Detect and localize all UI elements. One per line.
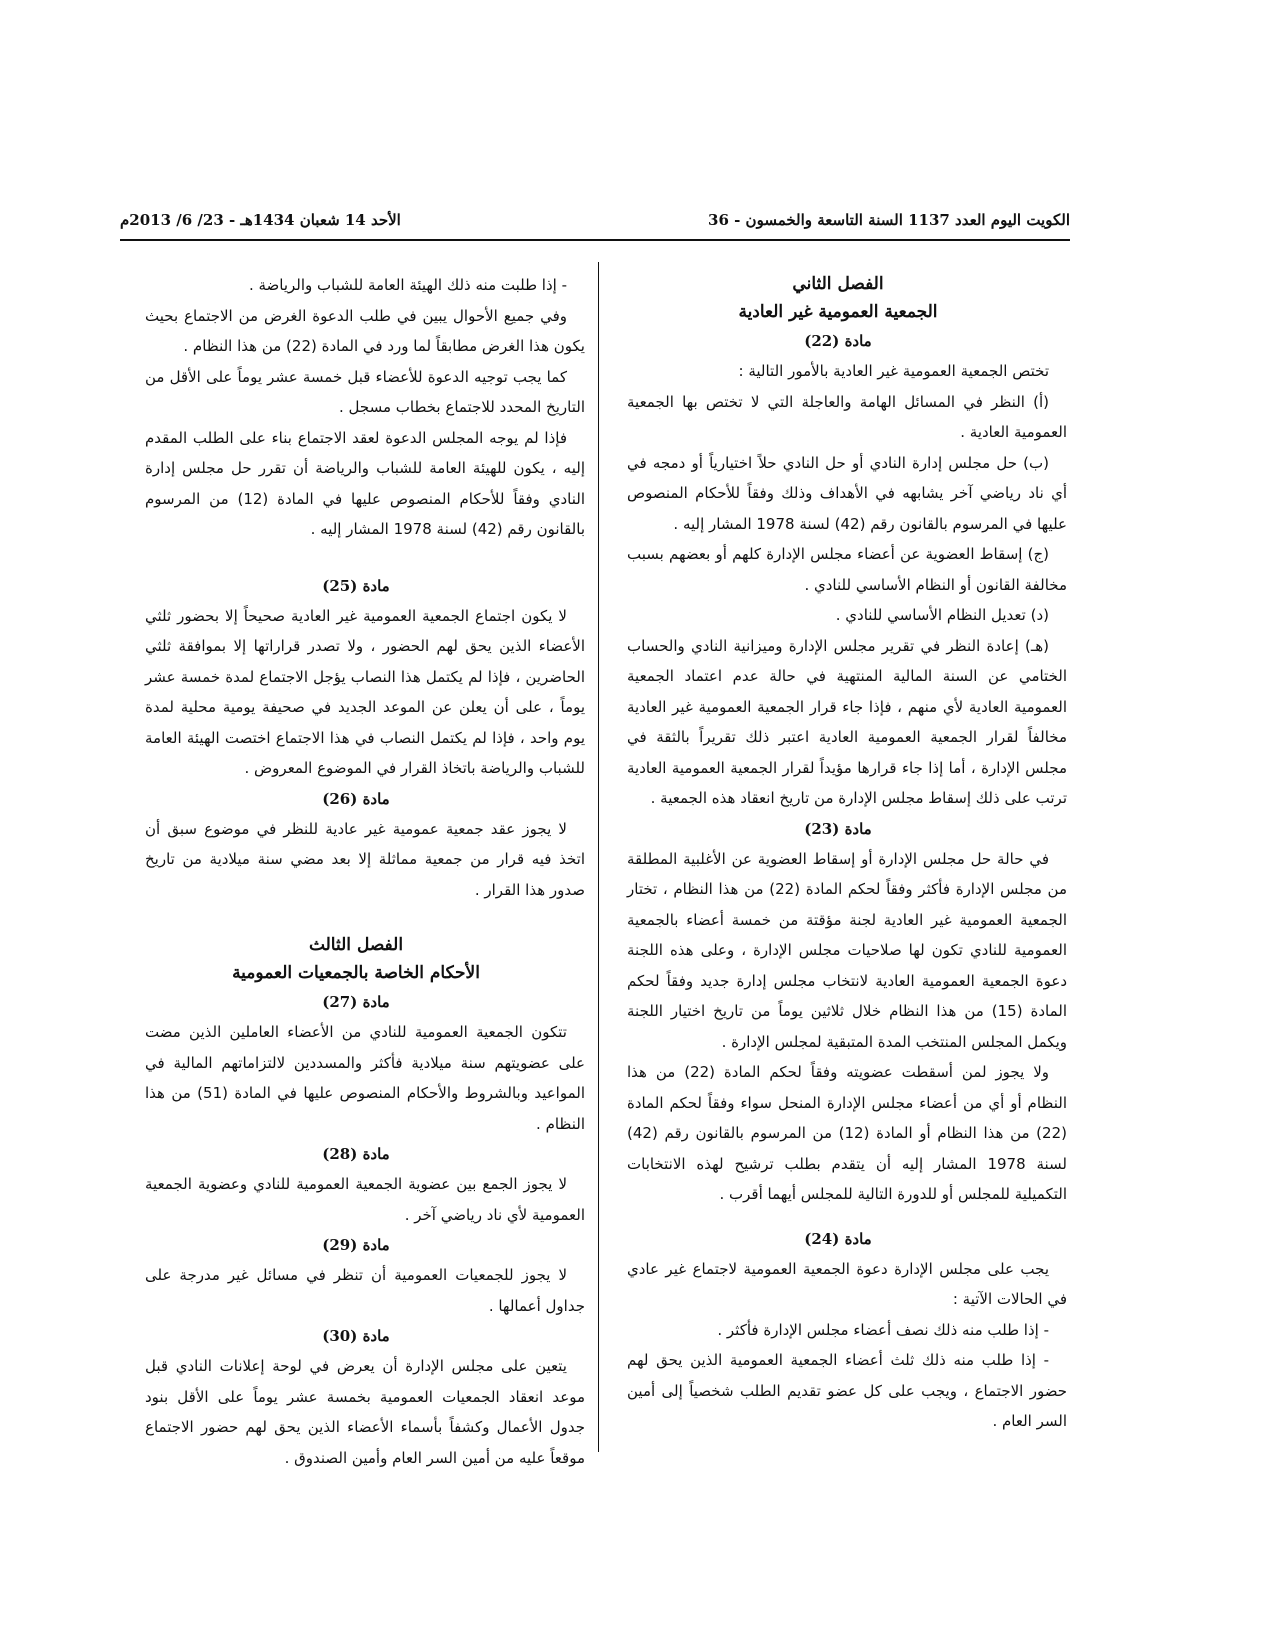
header-date: الأحد 14 شعبان 1434هـ - 23/ 6/ 2013م — [120, 211, 401, 229]
article-heading: مادة (25) — [322, 576, 390, 595]
article-paragraph: فإذا لم يوجه المجلس الدعوة لعقد الاجتماع بناء على الطلب المقدم إليه ، يكون للهيئة العامة للشباب والرياضة أن تقرر حل مجلس إدارة النادي وفقاً للأحكام المنصوص عليها في المادة (12) من المرسوم بالقانون رقم (42) لسنة 1978 المشار إليه . — [145, 428, 586, 538]
article-heading: مادة (23) — [804, 819, 872, 838]
article-heading: مادة (27) — [322, 993, 390, 1011]
article-paragraph: في حالة حل مجلس الإدارة أو إسقاط العضوية عن الأغلبية المطلقة من مجلس الإدارة فأكثر وفقاً لحكم المادة (22) من هذا النظام ، تختار الجمعية العمومية غير العادية لجنة مؤقتة من خمسة أعضاء بالجمعية العمومية للنادي تكون لها صلاحيات مجلس الإدارة ، وعلى هذه اللجنة دعوة الجمعية العمومية العادية لانتخاب مجلس إدارة جديد وفقاً لحكم المادة (15) من هذا النظام خلال ثلاثين يوماً من تاريخ اختيار اللجنة ويكمل المجلس المنتخب المدة المتبقية لمجلس الإدارة . — [627, 849, 1068, 1051]
chapter-title: الفصل الثالث — [308, 935, 404, 955]
article-heading: مادة (22) — [804, 332, 872, 350]
article-paragraph: تتكون الجمعية العمومية للنادي من الأعضاء العاملين الذين مضت على عضويتهم سنة ميلادية فأكثر والمسددين لالتزاماتهم المالية في المواعيد وبالشروط والأحكام المنصوص عليها في المادة (51) من هذا النظام . — [145, 1023, 586, 1133]
article-heading: مادة (24) — [804, 1229, 872, 1248]
article-heading: مادة (29) — [322, 1236, 390, 1254]
article-paragraph: لا يجوز عقد جمعية عمومية غير عادية للنظر في موضوع سبق أن اتخذ فيه قرار من جمعية مماثلة إلا بعد مضي سنة ميلادية من تاريخ صدور هذا القرار . — [145, 819, 585, 899]
right-column — [627, 270, 1067, 1437]
article-heading: مادة (30) — [322, 1327, 390, 1345]
article-heading: مادة (26) — [322, 789, 390, 808]
article-paragraph: لا يجوز الجمع بين عضوية الجمعية العمومية للنادي وعضوية الجمعية العمومية لأي ناد رياضي آخر . — [145, 1175, 585, 1224]
article-clause: (ب) حل مجلس إدارة النادي أو حل النادي حلاً اختيارياً أو دمجه في أي ناد رياضي آخر يشابهه في الأهداف وذلك وفقاً للأحكام المنصوص عليها في المرسوم بالقانون رقم (42) لسنة 1978 المشار إليه . — [627, 453, 1067, 533]
article-clause: (ج) إسقاط العضوية عن أعضاء مجلس الإدارة كلهم أو بعضهم بسبب مخالفة القانون أو النظام الأساسي للنادي . — [627, 545, 1067, 594]
article-clause: - إذا طلب منه ذلك نصف أعضاء مجلس الإدارة فأكثر . — [717, 1320, 1049, 1339]
article-clause: - إذا طلبت منه ذلك الهيئة العامة للشباب والرياضة . — [248, 276, 567, 294]
header-issue-info: الكويت اليوم العدد 1137 السنة التاسعة والخمسون - 36 — [708, 211, 1070, 229]
left-column — [145, 270, 585, 1473]
chapter-subtitle: الجمعية العمومية غير العادية — [738, 302, 938, 322]
chapter-title: الفصل الثاني — [792, 274, 884, 294]
article-paragraph: تختص الجمعية العمومية غير العادية بالأمور التالية : — [738, 362, 1049, 380]
page-header — [120, 205, 1070, 241]
article-paragraph: لا يكون اجتماع الجمعية العمومية غير العادية صحيحاً إلا بحضور ثلثي الأعضاء الذين يحق لهم الحضور ، ولا تصدر قراراتها إلا بموافقة ثلثي الحاضرين ، فإذا لم يكتمل هذا النصاب يؤجل الاجتماع لمدة خمسة عشر يوماً ، على أن يعلن عن الموعد الجديد في صحيفة يومية محلية لمدة يوم واحد ، فإذا لم يكتمل النصاب في هذا الاجتماع اختصت الهيئة العامة للشباب والرياضة باتخاذ القرار في الموضوع المعروض . — [145, 606, 585, 777]
chapter-subtitle: الأحكام الخاصة بالجمعيات العمومية — [232, 963, 480, 983]
article-paragraph: لا يجوز للجمعيات العمومية أن تنظر في مسائل غير مدرجة على جداول أعمالها . — [145, 1266, 585, 1315]
article-paragraph: كما يجب توجيه الدعوة للأعضاء قبل خمسة عشر يوماً على الأقل من التاريخ المحدد للاجتماع بخطاب مسجل . — [145, 367, 585, 416]
article-clause: (هـ) إعادة النظر في تقرير مجلس الإدارة وميزانية النادي والحساب الختامي عن السنة المالية المنتهية في حالة عدم اعتماد الجمعية العمومية العادية لأي منهم ، فإذا جاء قرار الجمعية العمومية غير العادية مخالفاً لقرار الجمعية العمومية العادية اعتبر ذلك تقريراً بالثقة في مجلس الإدارة ، أما إذا جاء قرارها مؤيداً لقرار الجمعية العمومية العادية ترتب على ذلك إسقاط مجلس الإدارة من تاريخ انعقاد هذه الجمعية . — [627, 636, 1067, 807]
article-paragraph: ولا يجوز لمن أسقطت عضويته وفقاً لحكم المادة (22) من هذا النظام أو أي من أعضاء مجلس الإدارة المنحل سواء وفقاً لحكم المادة (22) من هذا النظام أو المادة (12) من المرسوم بالقانون رقم (42) لسنة 1978 المشار إليه أن يتقدم بطلب ترشيح لهذه الانتخابات التكميلية للمجلس أو للدورة التالية للمجلس أيهما أقرب . — [627, 1063, 1067, 1203]
article-paragraph: يتعين على مجلس الإدارة أن يعرض في لوحة إعلانات النادي قبل موعد انعقاد الجمعيات العمومية بخمسة عشر يوماً على الأقل بنود جدول الأعمال وكشفاً بأسماء الأعضاء الذين يحق لهم حضور الاجتماع موقعاً عليه من أمين السر العام وأمين الصندوق . — [145, 1357, 585, 1467]
article-clause: (أ) النظر في المسائل الهامة والعاجلة التي لا تختص بها الجمعية العمومية العادية . — [627, 392, 1067, 441]
article-clause: - إذا طلب منه ذلك ثلث أعضاء الجمعية العمومية الذين يحق لهم حضور الاجتماع ، ويجب على كل عضو تقديم الطلب شخصياً إلى أمين السر العام . — [627, 1351, 1067, 1430]
article-paragraph: يجب على مجلس الإدارة دعوة الجمعية العمومية لاجتماع غير عادي في الحالات الآتية : — [627, 1259, 1067, 1308]
article-heading: مادة (28) — [322, 1145, 390, 1163]
article-clause: (د) تعديل النظام الأساسي للنادي . — [835, 606, 1049, 624]
article-paragraph: وفي جميع الأحوال يبين في طلب الدعوة الغرض من الاجتماع بحيث يكون هذا الغرض مطابقاً لما ورد في المادة (22) من هذا النظام . — [145, 306, 585, 355]
column-divider — [598, 262, 599, 1452]
